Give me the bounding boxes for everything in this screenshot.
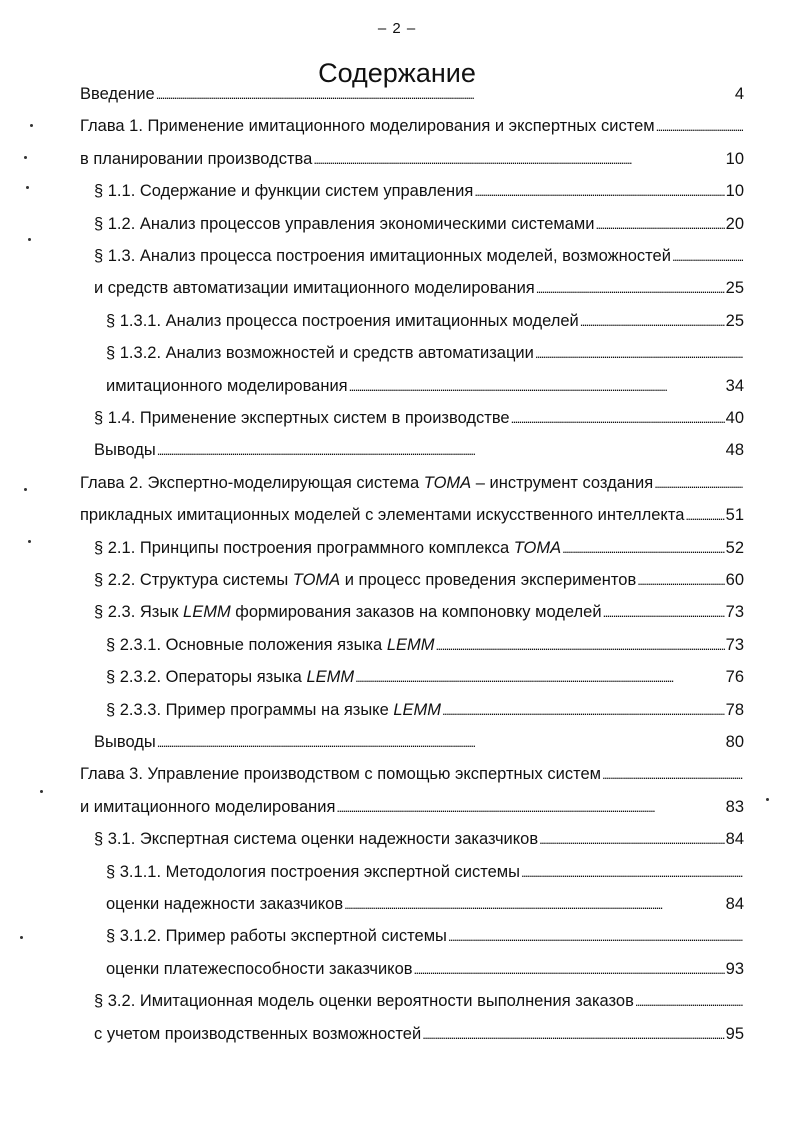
toc-leader-dots xyxy=(635,985,743,1017)
toc-entry-title: § 3.1.2. Пример работы экспертной системы xyxy=(106,927,447,946)
toc-entry xyxy=(106,694,744,726)
toc-entry-title: с учетом производственных возможностей xyxy=(94,1024,422,1043)
toc-entry-title: в планировании производства xyxy=(80,149,313,168)
toc-page-number: 83 xyxy=(725,797,744,816)
toc-entry-title: Глава 1. Применение имитационного моделирования и экспертных систем xyxy=(80,117,655,136)
toc-entry-title: § 2.3.3. Пример программы на языке LEMM xyxy=(106,700,442,719)
toc-entry xyxy=(80,758,744,790)
toc-page-number: 20 xyxy=(725,214,744,233)
toc-entry xyxy=(80,78,744,110)
toc-leader-dots xyxy=(313,143,724,175)
toc-entry xyxy=(94,175,744,207)
toc-entry-title: § 2.3.2. Операторы языка LEMM xyxy=(106,668,355,687)
toc-entry xyxy=(94,532,744,564)
toc-leader-dots xyxy=(156,78,734,110)
toc-entry-title: Глава 3. Управление производством с помощью экспертных систем xyxy=(80,765,601,784)
toc-entry xyxy=(94,726,744,758)
toc-entry xyxy=(106,305,744,337)
toc-entry xyxy=(80,467,744,499)
toc-page-number: 48 xyxy=(725,441,744,460)
toc-entry xyxy=(106,856,744,888)
toc-leader-dots xyxy=(672,240,743,272)
toc-leader-dots xyxy=(602,758,743,790)
toc-leader-dots xyxy=(436,629,725,661)
toc-leader-dots xyxy=(580,305,725,337)
toc-page-number: 95 xyxy=(725,1024,744,1043)
toc-page-number: 25 xyxy=(725,311,744,330)
toc-entry-title: § 2.3.1. Основные положения языка LEMM xyxy=(106,635,435,654)
toc-leader-dots xyxy=(654,467,743,499)
toc-entry xyxy=(94,1018,744,1050)
toc-entry xyxy=(106,661,744,693)
toc-entry xyxy=(94,596,744,628)
scan-speck xyxy=(28,540,31,543)
toc-leader-dots xyxy=(157,434,725,466)
toc-entry xyxy=(80,110,744,142)
toc-entry-title: имитационного моделирования xyxy=(106,376,348,395)
toc-page-number: 80 xyxy=(725,733,744,751)
scan-speck xyxy=(28,238,31,241)
toc-entry xyxy=(106,370,744,402)
toc-page-number: 84 xyxy=(725,830,744,849)
toc-page-number: 84 xyxy=(725,895,744,913)
toc-entry-title: § 1.3.1. Анализ процесса построения имитационных моделей xyxy=(106,311,579,330)
toc-leader-dots xyxy=(603,596,725,628)
toc-entry xyxy=(80,499,744,531)
toc-leader-dots xyxy=(535,337,743,369)
toc-entry xyxy=(94,240,744,272)
toc-leader-dots xyxy=(511,402,725,434)
scan-speck xyxy=(24,488,27,491)
toc-page-number: 10 xyxy=(725,182,744,201)
toc-leader-dots xyxy=(442,694,725,726)
toc-entry xyxy=(94,564,744,596)
toc-page-number: 34 xyxy=(725,376,744,395)
toc-leader-dots xyxy=(344,888,725,920)
toc-leader-dots xyxy=(656,110,743,142)
toc-entry xyxy=(106,888,744,920)
toc-entry xyxy=(94,402,744,434)
toc-entry-title: и имитационного моделирования xyxy=(80,797,336,816)
toc-leader-dots xyxy=(521,856,743,888)
toc-page-number: 40 xyxy=(725,409,744,427)
toc-entry-title: § 2.1. Принципы построения программного комплекса TOMA xyxy=(94,538,562,557)
toc-entry-title: Выводы xyxy=(94,733,156,751)
toc-entry xyxy=(94,208,744,240)
toc-leader-dots xyxy=(448,920,743,952)
toc-entry-title: § 3.1.1. Методология построения экспертной системы xyxy=(106,862,520,881)
toc-entry xyxy=(106,629,744,661)
toc-entry-title: § 2.3. Язык LEMM формирования заказов на компоновку моделей xyxy=(94,603,602,622)
scan-speck xyxy=(26,186,29,189)
toc-leader-dots xyxy=(157,726,725,758)
toc-page-number: 93 xyxy=(725,959,744,978)
toc-entry xyxy=(106,337,744,369)
toc-entry xyxy=(106,953,744,985)
toc-page-number: 73 xyxy=(725,603,744,622)
toc-page-number: 51 xyxy=(725,506,744,525)
toc-entry-title: § 3.2. Имитационная модель оценки вероятности выполнения заказов xyxy=(94,992,634,1011)
toc-page-number: 25 xyxy=(725,279,744,298)
toc-entry xyxy=(94,272,744,304)
toc-leader-dots xyxy=(336,791,724,823)
toc-entry xyxy=(80,791,744,823)
toc-leader-dots xyxy=(539,823,725,855)
toc-entry-title: Глава 2. Экспертно-моделирующая система TOMA – инструмент создания xyxy=(80,473,654,492)
toc-page-number: 73 xyxy=(725,635,744,654)
scan-speck xyxy=(40,790,43,793)
toc-page-number: 4 xyxy=(734,85,744,103)
toc-leader-dots xyxy=(414,953,725,985)
toc-leader-dots xyxy=(474,175,724,207)
toc-entry-title: прикладных имитационных моделей с элементами искусственного интеллекта xyxy=(80,506,685,525)
toc-entry-title: Введение xyxy=(80,85,155,103)
toc-entry xyxy=(94,434,744,466)
toc-page-number: 52 xyxy=(725,538,744,557)
toc-leader-dots xyxy=(349,370,725,402)
toc-entry-title: § 3.1. Экспертная система оценки надежности заказчиков xyxy=(94,830,539,849)
toc-entry-title: Выводы xyxy=(94,441,156,460)
toc-leader-dots xyxy=(562,532,725,564)
toc-page-number: 10 xyxy=(725,149,744,168)
scan-speck xyxy=(20,936,23,939)
toc-entry-title: § 1.4. Применение экспертных систем в производстве xyxy=(94,409,510,427)
toc-entry-title: оценки платежеспособности заказчиков xyxy=(106,959,413,978)
toc-leader-dots xyxy=(422,1018,724,1050)
scan-speck xyxy=(766,798,769,801)
toc-entry xyxy=(106,920,744,952)
toc-page-number: 76 xyxy=(725,668,744,687)
toc-entry xyxy=(94,823,744,855)
toc-entry-title: § 1.3. Анализ процесса построения имитационных моделей, возможностей xyxy=(94,247,671,265)
toc-leader-dots xyxy=(536,272,725,304)
toc-page-number: 78 xyxy=(725,700,744,719)
scan-speck xyxy=(24,156,27,159)
toc-entry-title: § 2.2. Структура системы TOMA и процесс проведения экспериментов xyxy=(94,571,637,589)
page-title: Содержание xyxy=(318,58,476,89)
toc-leader-dots xyxy=(595,208,724,240)
page-number: – 2 – xyxy=(377,20,417,37)
toc-entry-title: § 1.3.2. Анализ возможностей и средств автоматизации xyxy=(106,344,534,363)
scan-speck xyxy=(30,124,33,127)
toc-entry xyxy=(94,985,744,1017)
toc-entry-title: и средств автоматизации имитационного моделирования xyxy=(94,279,535,298)
toc-entry xyxy=(80,143,744,175)
toc-entry-title: § 1.2. Анализ процессов управления экономическими системами xyxy=(94,214,595,233)
toc-leader-dots xyxy=(685,499,724,531)
toc-entry-title: § 1.1. Содержание и функции систем управления xyxy=(94,182,474,201)
toc-entry-title: оценки надежности заказчиков xyxy=(106,895,344,913)
toc-leader-dots xyxy=(355,661,725,693)
toc-leader-dots xyxy=(637,564,724,596)
toc-page-number: 60 xyxy=(725,571,744,589)
